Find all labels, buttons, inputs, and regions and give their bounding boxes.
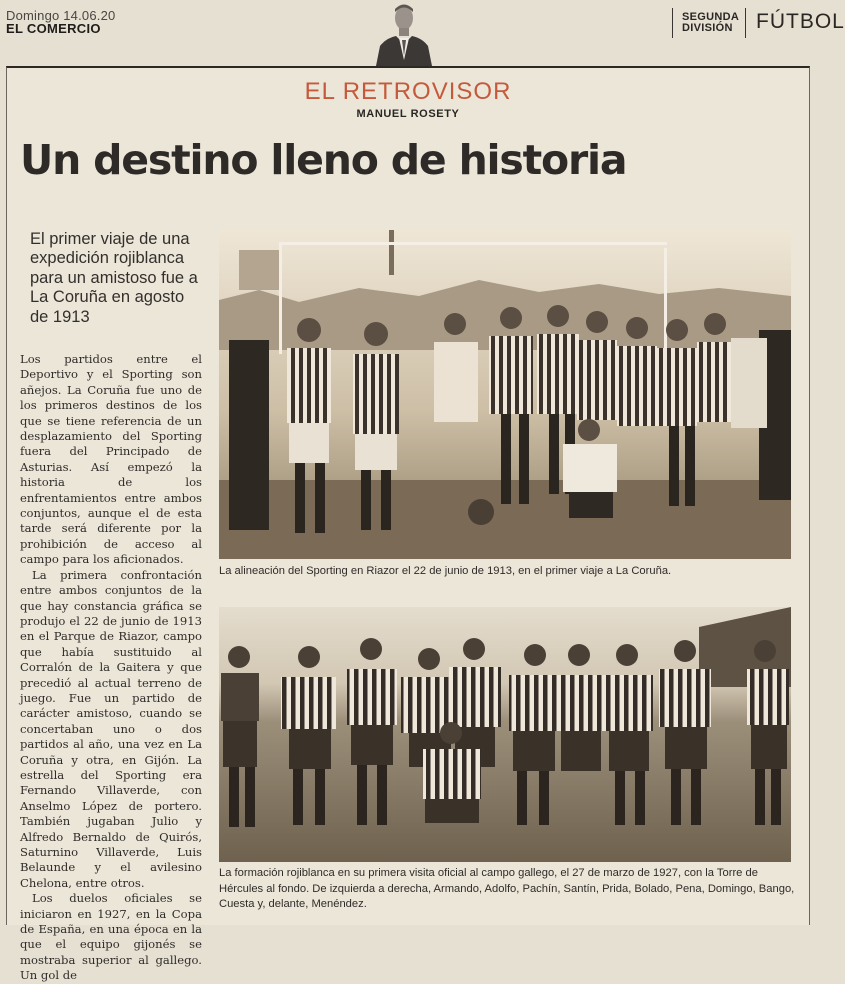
- section-label: [682, 12, 739, 34]
- subheadline: El primer viaje de una expedición rojiblanca para un amistoso fue a La Coruña en agosto de 1913: [30, 230, 198, 326]
- header-divider: [745, 8, 746, 38]
- article-body: [20, 352, 202, 984]
- byline: MANUEL ROSETY: [356, 108, 460, 120]
- body-paragraph: Los duelos oficiales se iniciaron en 1927, en la Copa de España, en una época en la que el equipo gijonés se mostraba superior al gallego. Un gol de: [20, 891, 202, 983]
- column-kicker: EL RETROVISOR: [304, 78, 512, 105]
- headline: Un destino lleno de historia: [20, 136, 627, 184]
- section-title: FÚTBOL: [756, 10, 845, 33]
- page-date: Domingo 14.06.20: [6, 8, 116, 23]
- photo-caption: La formación rojiblanca en su primera visita oficial al campo gallego, el 27 de marzo de 1927, con la Torre de Hércules al fondo. De izquierda a derecha, Armando, Adolfo, Pachín, Santín, Prida, Bolado, Pena, Domingo, Bango, Cuesta y, delante, Menéndez.: [219, 867, 795, 910]
- body-paragraph: Los partidos entre el Deportivo y el Sporting son añejos. La Coruña fue uno de los primeros destinos de los que se tiene referencia de un desplazamiento del Sporting fuera del Principado de Asturias. Así empezó la historia de los enfrentamientos entre ambos conjuntos, aunque el de esta tarde será diferente por la prohibición de acceso al campo para los aficionados.: [20, 352, 202, 567]
- columnist-portrait: [372, 0, 436, 66]
- team-photo-1927: [219, 607, 791, 862]
- section-label-line2: DIVISIÓN: [682, 22, 733, 34]
- header-divider: [672, 8, 673, 38]
- section-label-line1: SEGUNDA: [682, 11, 740, 23]
- team-photo-1913: [219, 230, 791, 559]
- body-paragraph: La primera confrontación entre ambos conjuntos de la que hay constancia gráfica se produjo el 22 de junio de 1913 en el Parque de Riazor, campo que había sustituido al Corralón de la Gaitera y que precedió al actual terreno de juego. Fue un partido de carácter amistoso, cuando se concertaban uno o dos partidos al año, una vez en La Coruña y otra, en Gijón. La estrella del Sporting era Fernando Villaverde, con Anselmo López de portero. También jugaban Julio y Alfredo Bernaldo de Quirós, Saturnino Villaverde, Luis Belaunde y el avilesino Chelona, entre otros.: [20, 567, 202, 890]
- newspaper-name: EL COMERCIO: [6, 21, 101, 36]
- photo-caption: La alineación del Sporting en Riazor el 22 de junio de 1913, en el primer viaje a La Coruña.: [219, 565, 672, 577]
